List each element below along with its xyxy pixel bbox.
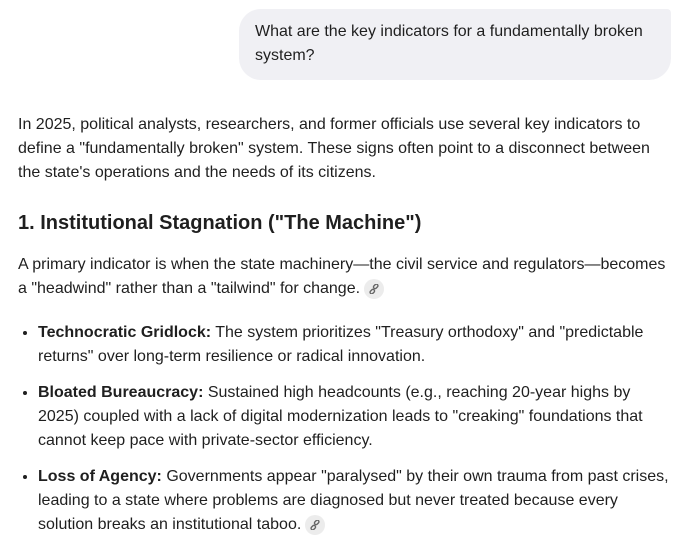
- list-item: [38, 381, 673, 453]
- list-item-term: Bloated Bureaucracy:: [38, 384, 204, 401]
- list-item-text: Sustained high headcounts (e.g., reaching 20-year highs by 2025) coupled with a lack of digital modernization leads to "creaking" foundations that cannot keep pace with private-sector efficiency.: [38, 384, 643, 449]
- section-paragraph-text: A primary indicator is when the state machinery—the civil service and regulators—becomes a "headwind" rather than a "tailwind" for change.: [18, 256, 666, 297]
- list-item-term: Loss of Agency:: [38, 468, 162, 485]
- indicator-list: [18, 321, 673, 537]
- section-heading: 1. Institutional Stagnation ("The Machine"): [18, 212, 422, 234]
- list-item-text: Governments appear "paralysed" by their own trauma from past crises, leading to a state where problems are diagnosed but never treated because every solution breaks an institutional taboo.: [38, 468, 669, 533]
- user-message-bubble: [239, 9, 671, 80]
- user-message-text: What are the key indicators for a fundamentally broken system?: [255, 23, 643, 64]
- intro-paragraph: In 2025, political analysts, researchers, and former officials use several key indicators to define a "fundamentally broken" system. These signs often point to a disconnect between the state's operations and the needs of its citizens.: [18, 116, 650, 181]
- list-item: [38, 465, 673, 537]
- source-link-button[interactable]: [364, 279, 384, 299]
- link-icon: [310, 520, 320, 530]
- list-item-term: Technocratic Gridlock:: [38, 324, 212, 341]
- list-item: [38, 321, 673, 369]
- link-icon: [369, 284, 379, 294]
- source-link-button[interactable]: [305, 515, 325, 535]
- section-paragraph: [18, 253, 673, 301]
- assistant-response: [18, 113, 673, 549]
- list-item-text: The system prioritizes "Treasury orthodoxy" and "predictable returns" over long-term resilience or radical innovation.: [38, 324, 644, 365]
